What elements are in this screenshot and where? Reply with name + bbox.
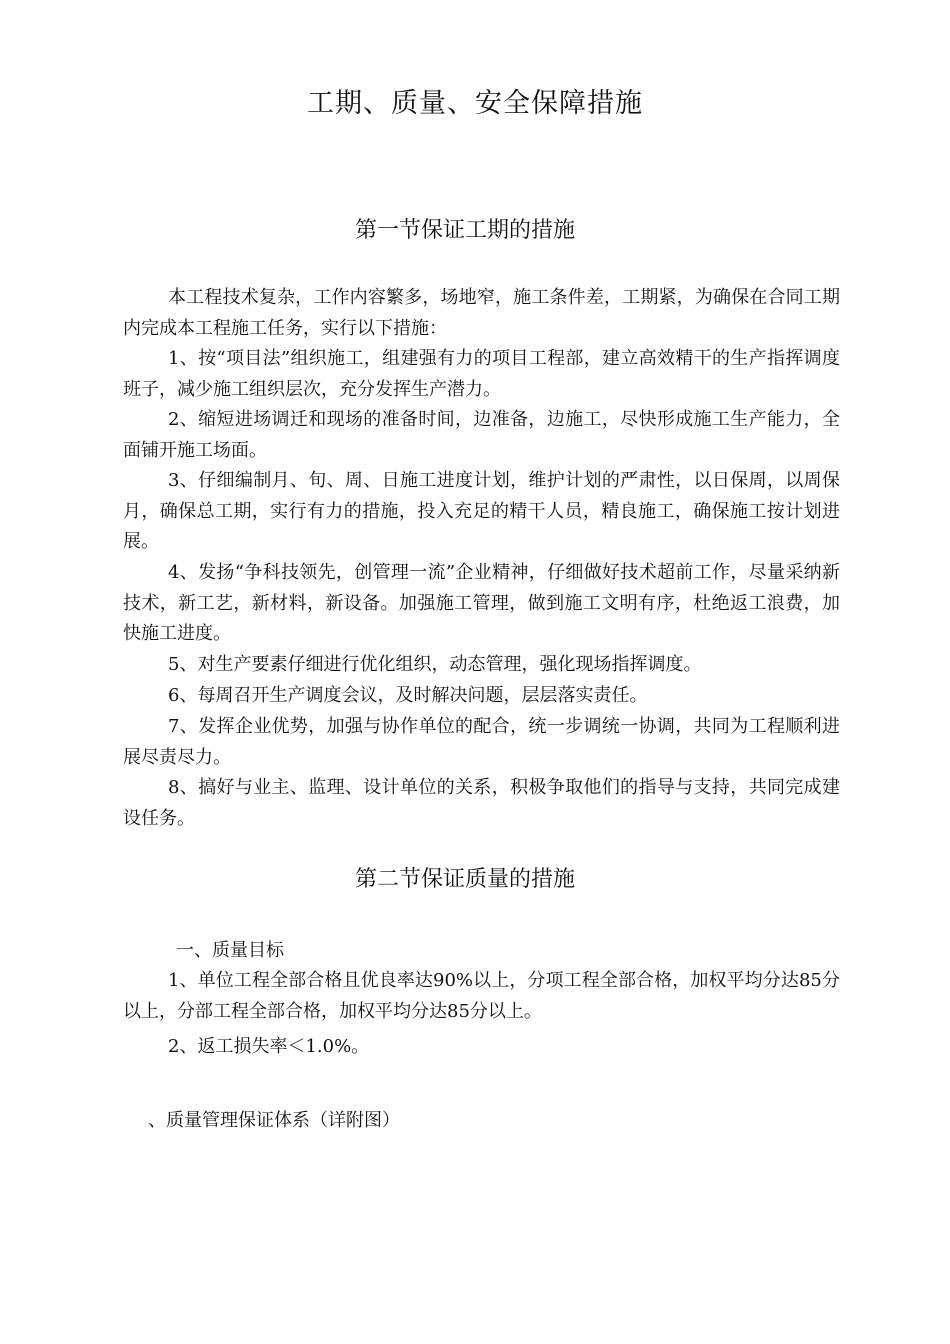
schedule-item-4: 4、发扬“争科技领先，创管理一流”企业精神，仔细做好技术超前工作，尽量采纳新技术，新工艺，新材料，新设备。加强施工管理，做到施工文明有序，杜绝返工浪费，加快施工进度。 [123,562,840,644]
schedule-item-6: 6、每周召开生产调度会议，及时解决问题，层层落实责任。 [168,685,648,706]
document-title: 工期、质量、安全保障措施 [307,88,643,119]
schedule-item-1: 1、按“项目法”组织施工，组建强有力的项目工程部，建立高效精干的生产指挥调度班子，减少施工组织层次，充分发挥生产潜力。 [123,348,840,400]
subheading-quality-target: 一、质量目标 [176,940,284,961]
schedule-item-8: 8、搞好与业主、监理、设计单位的关系，积极争取他们的指导与支持，共同完成建设任务。 [123,777,840,829]
subheading-quality-system: 、质量管理保证体系（详附图） [148,1110,400,1131]
section-heading-quality: 第二节保证质量的措施 [354,867,575,892]
schedule-item-5: 5、对生产要素仔细进行优化组织，动态管理，强化现场指挥调度。 [168,654,702,675]
schedule-item-3: 3、仔细编制月、旬、周、日施工进度计划，维护计划的严肃性，以日保周，以周保月，确保总工期，实行有力的措施，投入充足的精干人员，精良施工，确保施工按计划进展。 [123,470,840,552]
schedule-item-7: 7、发挥企业优势，加强与协作单位的配合，统一步调统一协调，共同为工程顺利进展尽责尽力。 [123,716,840,768]
schedule-item-2: 2、缩短进场调迁和现场的准备时间，边准备，边施工，尽快形成施工生产能力，全面铺开施工场面。 [123,409,840,461]
quality-item-2: 2、返工损失率＜1.0%。 [168,1036,370,1057]
section-heading-schedule: 第一节保证工期的措施 [354,218,575,243]
paragraph-intro: 本工程技术复杂，工作内容繁多，场地窄，施工条件差，工期紧，为确保在合同工期内完成本工程施工任务，实行以下措施： [123,287,840,339]
quality-item-1: 1、单位工程全部合格且优良率达90%以上，分项工程全部合格，加权平均分达85分以上，分部工程全部合格，加权平均分达85分以上。 [123,970,840,1022]
